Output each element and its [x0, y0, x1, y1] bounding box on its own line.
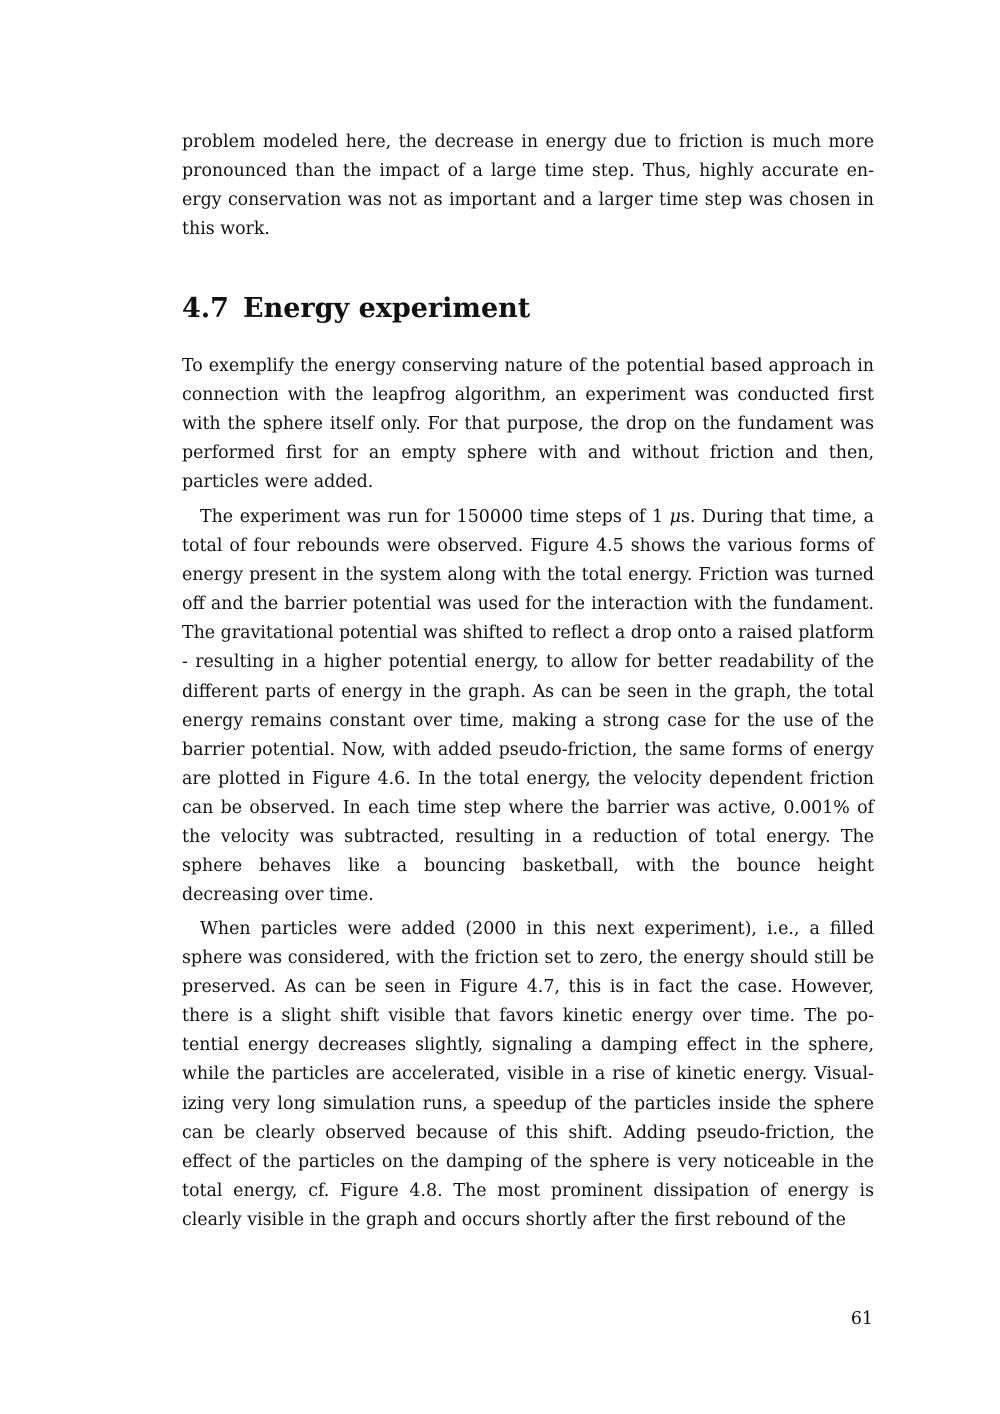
experiment-text-start: The experiment was run for 150000 time steps of 1	[200, 507, 670, 527]
page-number: 61	[850, 1309, 873, 1329]
paragraph-experiment	[182, 503, 874, 910]
section-heading	[182, 290, 530, 328]
section-number: 4.7	[182, 293, 229, 324]
paragraph-intro: To exemplify the energy conserving nature of the potential based approach in connection with the leapfrog algorithm, an experiment was conducted first with the sphere itself only. For that purpose, the drop on the fundament was performed first for an empty sphere with and without friction and then, particles were added.	[182, 356, 874, 493]
section-title: Energy experiment	[242, 293, 531, 324]
unit-symbol: μ	[669, 507, 681, 527]
experiment-text-rest: s. During that time, a total of four rebounds were observed. Figure 4.5 shows the various forms of energy present in the system along with the total energy. Friction was turned off and the barrier potential was used for the interaction with the fundament. The gravitational potential was shifted to reflect a drop onto a raised platform - resulting in a higher potential energy, to allow for better readability of the different parts of energy in the graph. As can be seen in the graph, the total energy remains constant over time, making a strong case for the use of the barrier potential. Now, with added pseudo-friction, the same forms of energy are plotted in Figure 4.6. In the total energy, the velocity dependent friction can be observed. In each time step where the barrier was active, 0.001% of the velocity was subtracted, resulting in a reduction of total energy. The sphere behaves like a bouncing basketball, with the bounce height decreasing over time.	[182, 507, 874, 906]
paragraph-continuation: problem modeled here, the decrease in energy due to friction is much more pronounced than the impact of a large time step. Thus, highly accurate energy conservation was not as important and a larger time step was chosen in this work.	[182, 132, 874, 240]
paragraph-particles: When particles were added (2000 in this next experiment), i.e., a filled sphere was considered, with the friction set to zero, the energy should still be preserved. As can be seen in Figure 4.7, this is in fact the case. However, there is a slight shift visible that favors kinetic energy over time. The potential energy decreases slightly, signaling a damping effect in the sphere, while the particles are accelerated, visible in a rise of kinetic energy. Visualizing very long simulation runs, a speedup of the particles inside the sphere can be clearly observed because of this shift. Adding pseudo-friction, the effect of the particles on the damping of the sphere is very noticeable in the total energy, cf. Figure 4.8. The most prominent dissipation of energy is clearly visible in the graph and occurs shortly after the first rebound of the	[182, 919, 874, 1230]
